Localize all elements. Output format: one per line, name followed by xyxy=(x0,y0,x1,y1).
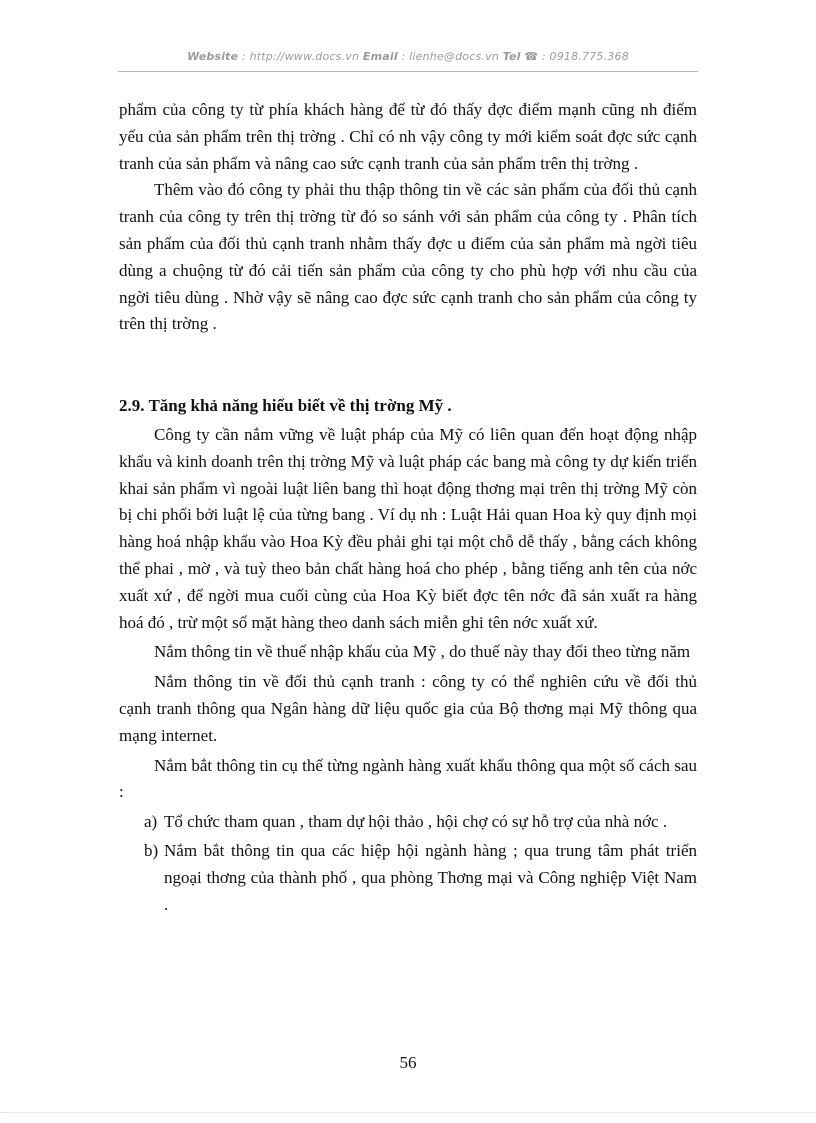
list-item-text: Nắm bắt thông tin qua các hiệp hội ngành hàng ; qua trung tâm phát triển ngoại thơng của thành phố , qua phòng Thơng mại và Công nghiệp Việt Nam . xyxy=(164,840,697,914)
section-heading: 2.9. Tăng khả năng hiểu biết về thị trờng Mỹ . xyxy=(119,396,452,416)
paragraph-competitor-info: Nắm thông tin về đối thủ cạnh tranh : công ty có thể nghiên cứu về đối thủ cạnh tranh thông qua Ngân hàng dữ liệu quốc gia của Bộ thơng mại Mỹ thông qua mạng internet. xyxy=(119,672,697,745)
website-url[interactable]: http://www.docs.vn xyxy=(249,50,360,63)
paragraph-industry-info: Nắm bắt thông tin cụ thể từng ngành hàng xuất khẩu thông qua một số cách sau : xyxy=(119,755,697,802)
page-number: 56 xyxy=(399,1053,417,1072)
phone-icon: ☎ xyxy=(524,50,539,63)
document-body xyxy=(119,97,697,920)
website-sep: : xyxy=(238,50,250,63)
paragraph-continuation: phẩm của công ty từ phía khách hàng để từ đó thấy đợc điểm mạnh cũng nh điểm yếu của sản phẩm trên thị trờng . Chỉ có nh vậy công ty mới kiểm soát đợc sức cạnh tranh của sản phẩm và nâng cao sức cạnh tranh của sản phẩm trên thị trờng . xyxy=(119,100,697,173)
paragraph-import-tax: Nắm thông tin về thuế nhập khẩu của Mỹ , do thuế này thay đổi theo từng năm xyxy=(154,642,691,662)
page-header xyxy=(120,50,696,63)
list-marker: a) xyxy=(144,812,158,832)
email-sep: : xyxy=(397,50,410,63)
list-item xyxy=(119,838,697,918)
tel-value: : 0918.775.368 xyxy=(538,50,629,63)
email-label: Email xyxy=(362,50,398,63)
header-divider xyxy=(118,71,698,72)
method-list xyxy=(119,809,697,918)
tel-label: Tel xyxy=(502,50,521,63)
list-marker: b) xyxy=(144,840,159,860)
paragraph-competitor-products: Thêm vào đó công ty phải thu thập thông tin về các sản phẩm của đối thủ cạnh tranh của công ty trên thị trờng từ đó so sánh với sản phẩm của công ty . Phân tích sản phẩm của đối thủ cạnh tranh nhằm thấy đợc u điểm của sản phẩm mà ngời tiêu dùng a chuộng từ đó cải tiến sản phẩm của công ty cho phù hợp với nhu cầu của ngời tiêu dùng . Nhờ vậy sẽ nâng cao đợc sức cạnh tranh cho sản phẩm của công ty trên thị trờng . xyxy=(119,180,697,334)
website-label: Website xyxy=(187,50,239,63)
paragraph-us-law: Công ty cần nắm vững về luật pháp của Mỹ có liên quan đến hoạt động nhập khẩu và kinh doanh trên thị trờng Mỹ và luật pháp các bang mà công ty dự kiến triển khai sản phẩm vì ngoài luật liên bang thì hoạt động thơng mại trên thị trờng Mỹ còn bị chi phối bởi luật lệ của từng bang . Ví dụ nh : Luật Hải quan Hoa kỳ quy định mọi hàng hoá nhập khẩu vào Hoa Kỳ đều phải ghi tại một chỗ dễ thấy , bằng cách không thể phai , mờ , và tuỳ theo bản chất hàng hoá cho phép , bằng tiếng anh tên của nớc xuất xứ , để ngời mua cuối cùng của Hoa Kỳ biết đợc tên nớc đã sản xuất ra hàng hoá đó , trừ một số mặt hàng theo danh sách miễn ghi tên nớc xuất xứ. xyxy=(119,424,697,632)
list-item-text: Tổ chức tham quan , tham dự hội thảo , hội chợ có sự hỗ trợ của nhà nớc . xyxy=(164,812,668,832)
email-value[interactable]: lienhe@docs.vn xyxy=(409,50,499,63)
footer-divider xyxy=(0,1112,816,1113)
list-item xyxy=(119,809,697,836)
